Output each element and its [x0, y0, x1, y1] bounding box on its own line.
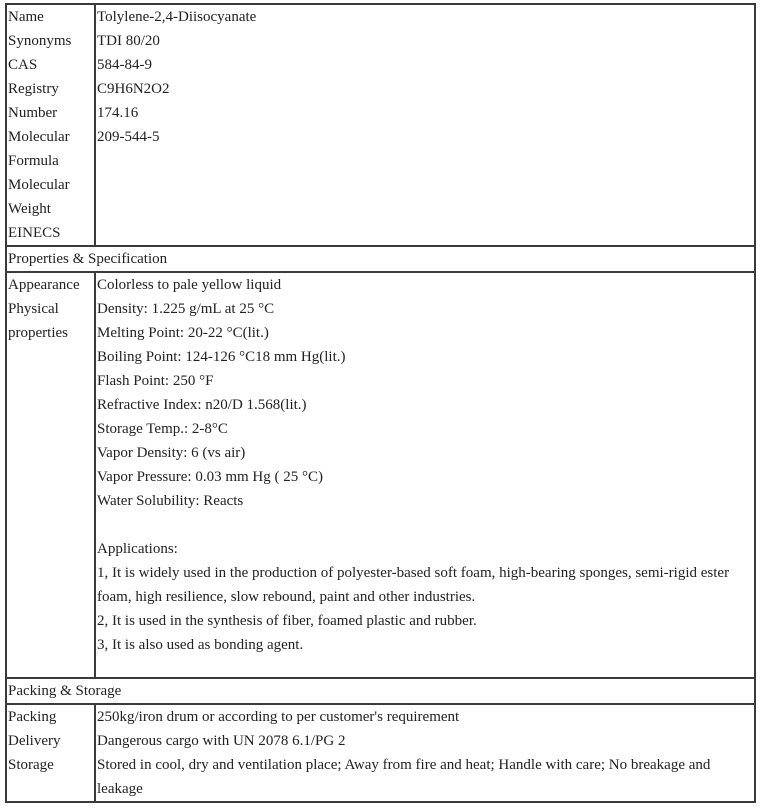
property-refractive-index: Refractive Index: n20/D 1.568(lit.): [97, 397, 307, 413]
value-synonyms: TDI 80/20: [97, 33, 160, 49]
packing-row: [6, 704, 755, 802]
label-molecular-2: Molecular: [8, 177, 70, 193]
product-spec-table: [5, 3, 756, 803]
packing-labels: [6, 704, 95, 802]
label-einecs: EINECS: [8, 225, 61, 241]
packing-values: [95, 704, 755, 802]
properties-header-row: [6, 246, 755, 272]
label-delivery: Delivery: [8, 733, 61, 749]
label-registry: Registry: [8, 81, 59, 97]
label-packing: Packing: [8, 709, 57, 725]
section-title-packing: Packing & Storage: [6, 678, 755, 704]
section-title-properties: Properties & Specification: [6, 246, 755, 272]
property-flash-point: Flash Point: 250 °F: [97, 373, 214, 389]
identity-row: [6, 4, 755, 246]
packing-header-row: [6, 678, 755, 704]
applications-title: Applications:: [97, 541, 178, 557]
label-physical: Physical: [8, 301, 59, 317]
label-molecular: Molecular: [8, 129, 70, 145]
value-delivery: Dangerous cargo with UN 2078 6.1/PG 2: [97, 733, 346, 749]
label-name: Name: [8, 9, 44, 25]
property-melting-point: Melting Point: 20-22 °C(lit.): [97, 325, 269, 341]
label-properties: properties: [8, 325, 68, 341]
value-storage: Stored in cool, dry and ventilation place; Away from fire and heat; Handle with care; No breakage and leakage: [97, 757, 711, 797]
application-3: 3, It is also used as bonding agent.: [97, 637, 304, 653]
value-einecs: 209-544-5: [97, 129, 160, 145]
property-vapor-pressure: Vapor Pressure: 0.03 mm Hg ( 25 °C): [97, 469, 323, 485]
label-number: Number: [8, 105, 58, 121]
label-synonyms: Synonyms: [8, 33, 72, 49]
value-packing: 250kg/iron drum or according to per customer's requirement: [97, 709, 460, 725]
label-appearance: Appearance: [8, 277, 80, 293]
property-density: Density: 1.225 g/mL at 25 °C: [97, 301, 275, 317]
properties-row: [6, 272, 755, 678]
value-formula: C9H6N2O2: [97, 81, 170, 97]
label-formula: Formula: [8, 153, 59, 169]
identity-labels: [6, 4, 95, 246]
application-1: 1, It is widely used in the production of polyester-based soft foam, high-bearing sponges, semi-rigid ester foam, high resilience, slow rebound, paint and other industries.: [97, 565, 730, 605]
label-weight: Weight: [8, 201, 51, 217]
value-weight: 174.16: [97, 105, 139, 121]
value-name: Tolylene-2,4-Diisocyanate: [97, 9, 257, 25]
identity-values: [95, 4, 755, 246]
property-storage-temp: Storage Temp.: 2-8°C: [97, 421, 228, 437]
value-cas: 584-84-9: [97, 57, 152, 73]
property-vapor-density: Vapor Density: 6 (vs air): [97, 445, 246, 461]
properties-labels: [6, 272, 95, 678]
property-appearance: Colorless to pale yellow liquid: [97, 277, 282, 293]
application-2: 2, It is used in the synthesis of fiber, foamed plastic and rubber.: [97, 613, 477, 629]
label-storage: Storage: [8, 757, 54, 773]
properties-values: [95, 272, 755, 678]
label-cas: CAS: [8, 57, 38, 73]
property-water-solubility: Water Solubility: Reacts: [97, 493, 244, 509]
property-boiling-point: Boiling Point: 124-126 °C18 mm Hg(lit.): [97, 349, 346, 365]
